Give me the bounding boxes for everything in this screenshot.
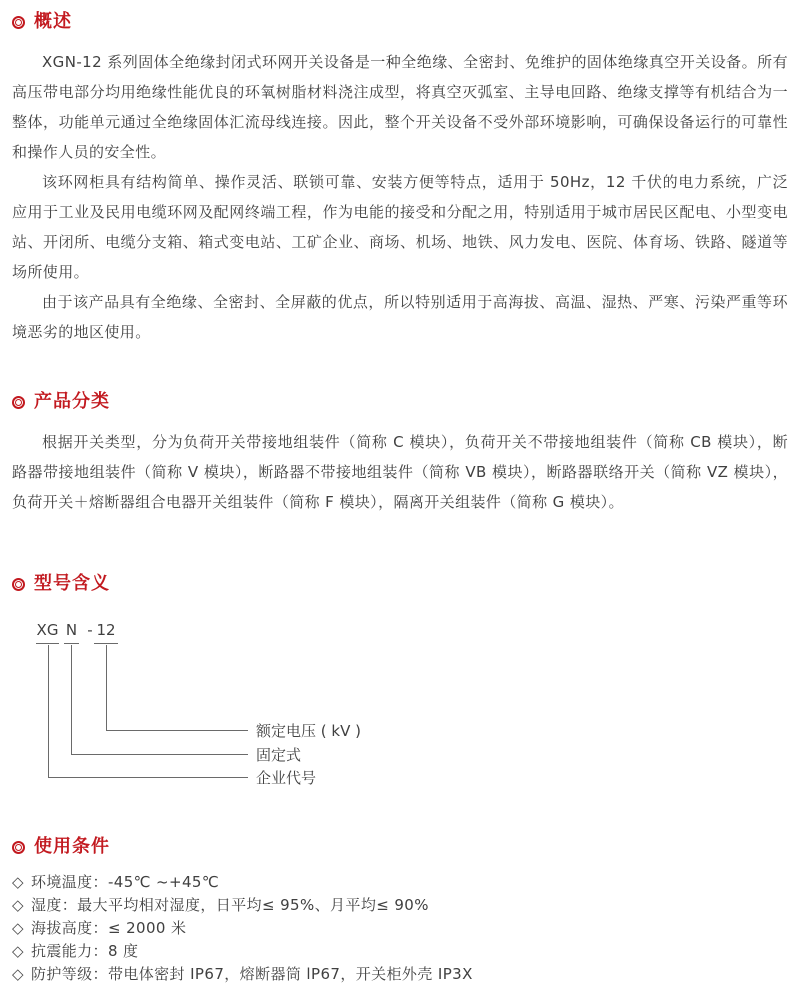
diagram-label-fixed-type: 固定式 — [256, 746, 302, 764]
diamond-icon: ◇ — [12, 896, 24, 914]
condition-text: 湿度：最大平均相对湿度，日平均≤ 95%、月平均≤ 90% — [30, 896, 429, 914]
section-model-title: 型号含义 — [34, 573, 110, 594]
model-code-dash: - — [87, 621, 93, 639]
overview-paragraph: XGN-12 系列固体全绝缘封闭式环网开关设备是一种全绝缘、全密封、免维护的固体绝缘真空开关设备。所有高压带电部分均用绝缘性能优良的环氧树脂材料浇注成型，将真空灭弧室、主导电回路、绝缘支撑等有机结合为一整体，功能单元通过全绝缘固体汇流母线连接。因此，整个开关设备不受外部环境影响，可确保设备运行的可靠性和操作人员的安全性。 — [12, 53, 788, 161]
section-classification — [12, 390, 788, 517]
bullseye-icon — [12, 841, 25, 854]
section-conditions-heading — [12, 835, 788, 859]
diamond-icon: ◇ — [12, 942, 24, 960]
section-overview-heading — [12, 10, 788, 34]
model-code-diagram — [12, 615, 788, 795]
section-conditions-title: 使用条件 — [34, 836, 110, 857]
condition-text: 海拔高度：≤ 2000 米 — [30, 919, 187, 937]
section-model-meaning — [12, 572, 788, 795]
diamond-icon: ◇ — [12, 965, 24, 983]
conditions-list — [12, 871, 788, 986]
condition-text: 防护等级：带电体密封 IP67，熔断器筒 lP67，开关柜外壳 IP3X — [30, 965, 473, 983]
diagram-label-company-code: 企业代号 — [256, 769, 317, 787]
list-item — [12, 963, 788, 986]
diamond-icon: ◇ — [12, 919, 24, 937]
diagram-connector-line-voltage — [106, 645, 248, 731]
condition-text: 环境温度：-45℃ ~+45℃ — [30, 873, 220, 891]
model-code-part-xg: XG — [36, 621, 59, 644]
overview-paragraph: 由于该产品具有全绝缘、全密封、全屏蔽的优点，所以特别适用于高海拔、高温、湿热、严寒、污染严重等环境恶劣的地区使用。 — [12, 293, 788, 341]
model-code-part-12: 12 — [94, 621, 118, 644]
list-item — [12, 871, 788, 894]
bullseye-icon — [12, 396, 25, 409]
section-model-heading — [12, 572, 788, 596]
bullseye-icon — [12, 16, 25, 29]
list-item — [12, 940, 788, 963]
diagram-label-rated-voltage: 额定电压 ( kV ) — [256, 722, 361, 740]
diamond-icon: ◇ — [12, 873, 24, 891]
classification-paragraph: 根据开关类型，分为负荷开关带接地组装件（简称 C 模块），负荷开关不带接地组装件（简称 CB 模块），断路器带接地组装件（简称 V 模块），断路器不带接地组装件（简称 VB 模块），断路器联络开关（简称 VZ 模块），负荷开关＋熔断器组合电器开关组装件（简称 F 模块），隔离开关组装件（简称 G 模块）。 — [12, 433, 788, 511]
list-item — [12, 894, 788, 917]
section-overview — [12, 10, 788, 347]
section-usage-conditions — [12, 835, 788, 986]
section-classification-heading — [12, 390, 788, 414]
list-item — [12, 917, 788, 940]
condition-text: 抗震能力：8 度 — [30, 942, 139, 960]
overview-paragraphs — [12, 47, 788, 347]
section-classification-title: 产品分类 — [34, 391, 110, 412]
overview-paragraph: 该环网柜具有结构简单、操作灵活、联锁可靠、安装方便等特点，适用于 50Hz，12 千伏的电力系统，广泛应用于工业及民用电缆环网及配网终端工程，作为电能的接受和分配之用，特别适用于城市居民区配电、小型变电站、开闭所、电缆分支箱、箱式变电站、工矿企业、商场、机场、地铁、风力发电、医院、体育场、铁路、隧道等场所使用。 — [12, 173, 788, 281]
section-overview-title: 概述 — [34, 11, 72, 32]
classification-paragraphs — [12, 427, 788, 517]
model-code-part-n: N — [64, 621, 79, 644]
bullseye-icon — [12, 578, 25, 591]
